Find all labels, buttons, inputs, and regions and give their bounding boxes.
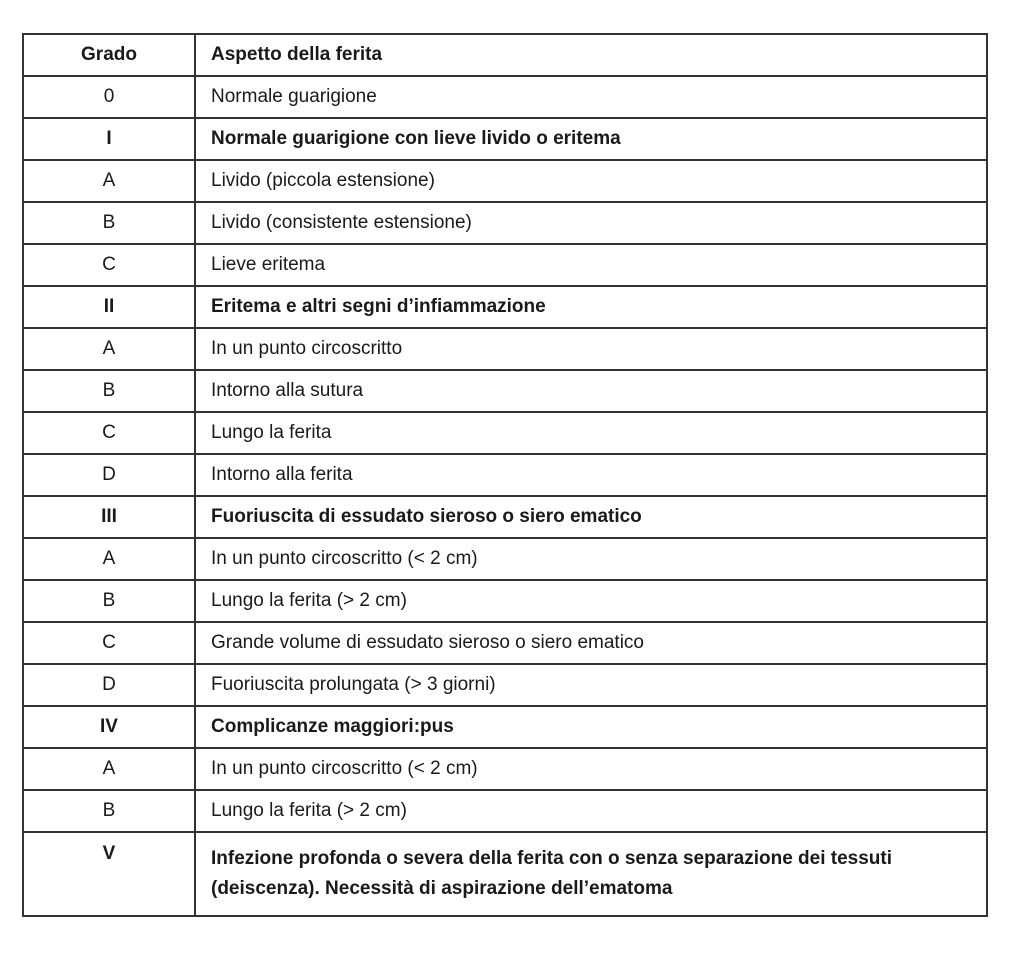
table-row <box>23 790 987 832</box>
table-row <box>23 202 987 244</box>
description-cell: In un punto circoscritto (< 2 cm) <box>195 538 987 580</box>
header-description: Aspetto della ferita <box>195 34 987 76</box>
description-cell: In un punto circoscritto <box>195 328 987 370</box>
description-cell: Livido (consistente estensione) <box>195 202 987 244</box>
description-cell: Complicanze maggiori:pus <box>195 706 987 748</box>
grade-cell: A <box>23 328 195 370</box>
grade-cell: D <box>23 454 195 496</box>
table-row <box>23 832 987 916</box>
table-row <box>23 244 987 286</box>
grade-cell: III <box>23 496 195 538</box>
description-cell: Normale guarigione con lieve livido o eritema <box>195 118 987 160</box>
description-cell: Infezione profonda o severa della ferita con o senza separazione dei tessuti (deiscenza). Necessità di aspirazione dell’ematoma <box>195 832 987 916</box>
grade-cell: I <box>23 118 195 160</box>
description-cell: Normale guarigione <box>195 76 987 118</box>
description-cell: Fuoriuscita prolungata (> 3 giorni) <box>195 664 987 706</box>
table-row <box>23 538 987 580</box>
grade-cell: V <box>23 832 195 916</box>
table-row <box>23 706 987 748</box>
grade-cell: 0 <box>23 76 195 118</box>
description-cell: Lungo la ferita (> 2 cm) <box>195 580 987 622</box>
table-row <box>23 412 987 454</box>
grade-cell: B <box>23 790 195 832</box>
description-cell: Intorno alla sutura <box>195 370 987 412</box>
table-row <box>23 622 987 664</box>
grade-cell: A <box>23 160 195 202</box>
description-cell: Livido (piccola estensione) <box>195 160 987 202</box>
table-row <box>23 118 987 160</box>
table-row <box>23 160 987 202</box>
grade-cell: C <box>23 622 195 664</box>
grade-cell: II <box>23 286 195 328</box>
table-row <box>23 76 987 118</box>
description-cell: Lieve eritema <box>195 244 987 286</box>
wound-grading-table <box>22 33 988 917</box>
description-cell: Lungo la ferita <box>195 412 987 454</box>
grade-cell: A <box>23 748 195 790</box>
table-row <box>23 454 987 496</box>
description-cell: In un punto circoscritto (< 2 cm) <box>195 748 987 790</box>
grade-cell: B <box>23 202 195 244</box>
description-cell: Grande volume di essudato sieroso o siero ematico <box>195 622 987 664</box>
table-row <box>23 286 987 328</box>
table-row <box>23 370 987 412</box>
grade-cell: C <box>23 244 195 286</box>
description-cell: Lungo la ferita (> 2 cm) <box>195 790 987 832</box>
table-header-row <box>23 34 987 76</box>
grade-cell: B <box>23 580 195 622</box>
description-cell: Fuoriuscita di essudato sieroso o siero ematico <box>195 496 987 538</box>
table-row <box>23 580 987 622</box>
grade-cell: D <box>23 664 195 706</box>
table-row <box>23 748 987 790</box>
grade-cell: A <box>23 538 195 580</box>
grade-cell: C <box>23 412 195 454</box>
description-cell: Intorno alla ferita <box>195 454 987 496</box>
header-grade: Grado <box>23 34 195 76</box>
table-row <box>23 328 987 370</box>
grade-cell: B <box>23 370 195 412</box>
table-row <box>23 496 987 538</box>
grade-cell: IV <box>23 706 195 748</box>
description-cell: Eritema e altri segni d’infiammazione <box>195 286 987 328</box>
table-row <box>23 664 987 706</box>
